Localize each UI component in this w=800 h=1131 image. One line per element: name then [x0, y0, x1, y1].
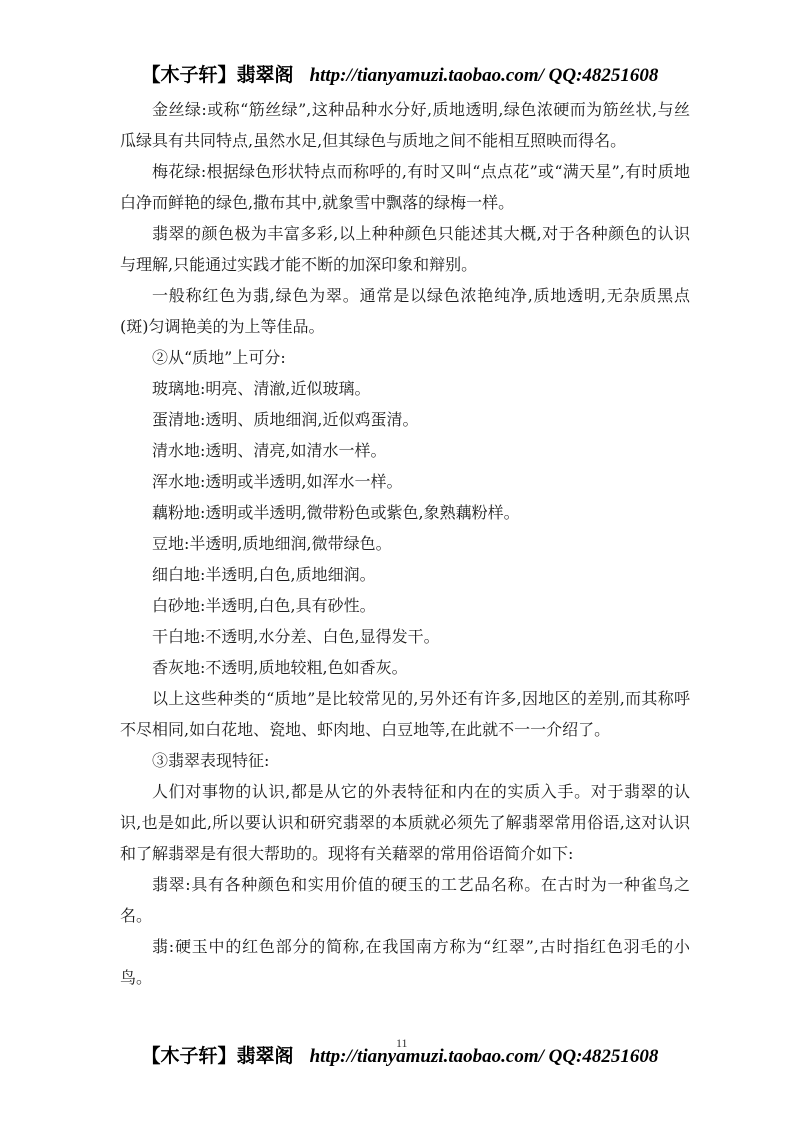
paragraph: 以上这些种类的“质地”是比较常见的,另外还有许多,因地区的差别,而其称呼不尽相同,如白花地、瓷地、虾肉地、白豆地等,在此就不一一介绍了。: [120, 689, 690, 739]
paragraph: 梅花绿:根据绿色形状特点而称呼的,有时又叫“点点花”或“满天星”,有时质地白净而鲜艳的绿色,撒布其中,就象雪中飘落的绿梅一样。: [120, 162, 690, 212]
paragraph: 翡翠的颜色极为丰富多彩,以上种种颜色只能述其大概,对于各种颜色的认识与理解,只能通过实践才能不断的加深印象和辩别。: [120, 224, 690, 274]
footer-brand: 【木子轩】翡翠阁: [141, 1046, 294, 1067]
list-item: 玻璃地:明亮、清澈,近似玻璃。: [152, 379, 371, 398]
list-item: 豆地:半透明,质地细润,微带绿色。: [152, 534, 392, 553]
list-item: 干白地:不透明,水分差、白色,显得发干。: [152, 627, 440, 646]
paragraph: 金丝绿:或称“筋丝绿”,这种品种水分好,质地透明,绿色浓硬而为筋丝状,与丝瓜绿具有共同特点,虽然水足,但其绿色与质地之间不能相互照映而得名。: [120, 100, 690, 150]
document-body: [120, 94, 690, 993]
section-heading: ②从“质地”上可分:: [152, 348, 286, 367]
footer-url[interactable]: http://tianyamuzi.taobao.com/ QQ:48251608: [309, 1046, 659, 1067]
list-item: 白砂地:半透明,白色,具有砂性。: [152, 596, 376, 615]
paragraph: 翡翠:具有各种颜色和实用价值的硬玉的工艺品名称。在古时为一种雀鸟之名。: [120, 875, 690, 925]
header-brand: 【木子轩】翡翠阁: [141, 65, 294, 86]
list-item: 藕粉地:透明或半透明,微带粉色或紫色,象熟藕粉样。: [152, 503, 520, 522]
page-footer: [0, 1041, 800, 1068]
list-item: 香灰地:不透明,质地较粗,色如香灰。: [152, 658, 408, 677]
list-item: 细白地:半透明,白色,质地细润。: [152, 565, 376, 584]
section-heading: ③翡翠表现特征:: [152, 751, 270, 770]
page-number: 11: [396, 1036, 408, 1050]
paragraph: 一般称红色为翡,绿色为翠。通常是以绿色浓艳纯净,质地透明,无杂质黑点(斑)匀调艳美的为上等佳品。: [120, 286, 690, 336]
list-item: 清水地:透明、清亮,如清水一样。: [152, 441, 387, 460]
paragraph: 翡:硬玉中的红色部分的简称,在我国南方称为“红翠”,古时指红色羽毛的小鸟。: [120, 937, 690, 987]
list-item: 蛋清地:透明、质地细润,近似鸡蛋清。: [152, 410, 419, 429]
header-url[interactable]: http://tianyamuzi.taobao.com/ QQ:48251608: [309, 65, 659, 86]
paragraph: 人们对事物的认识,都是从它的外表特征和内在的实质入手。对于翡翠的认识,也是如此,所以要认识和研究翡翠的本质就必须先了解翡翠常用俗语,这对认识和了解翡翠是有很大帮助的。现将有关藉翠的常用俗语简介如下:: [120, 782, 690, 863]
page-header: [0, 60, 800, 87]
list-item: 浑水地:透明或半透明,如浑水一样。: [152, 472, 403, 491]
